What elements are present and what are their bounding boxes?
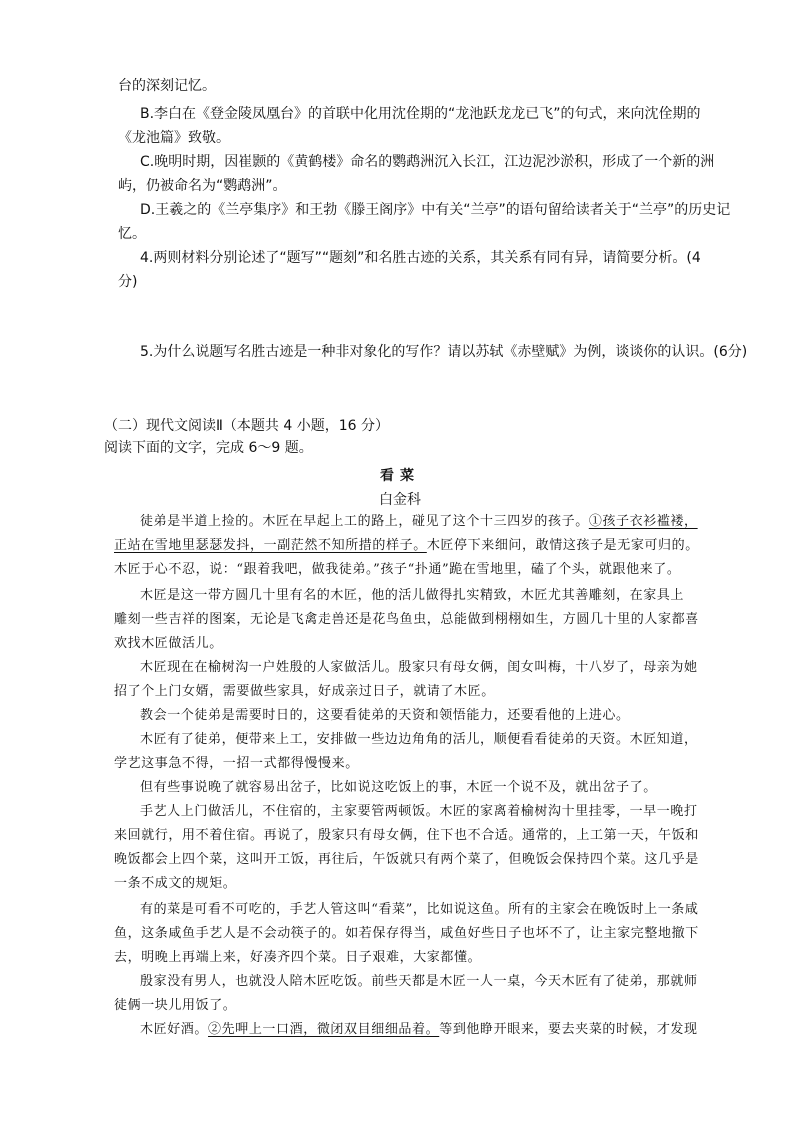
question-5: 5.为什么说题写名胜古迹是一种非对象化的写作？请以苏轼《赤壁赋》为例，谈谈你的认识。(6分)	[140, 344, 748, 360]
passage-line: 招了个上门女婿，需要做些家具，好成亲过日子，就请了木匠。	[114, 684, 495, 699]
passage-line: 来回就行，用不着住宿。再说了，殷家只有母女俩，住下也不合适。通常的，上工第一天，午饭和	[114, 828, 699, 843]
passage-author: 白金科	[379, 492, 421, 508]
passage-text: 木匠停下来细问，敢情这孩子是无家可归的。	[426, 538, 699, 553]
option-c-line1: C.晚明时期，因崔颢的《黄鹤楼》命名的鹦鹉洲沉入长江，江边泥沙淤积，形成了一个新的洲	[140, 154, 715, 170]
option-a-tail: 台的深刻记忆。	[118, 78, 216, 94]
underlined-sentence-1-cont: 正站在雪地里瑟瑟发抖，一副茫然不知所措的样子。	[114, 538, 427, 553]
passage-line: 木匠有了徒弟，便带来上工，安排做一些边边角角的活儿，顺便看看徒弟的天资。木匠知道，	[140, 732, 698, 747]
passage-line: 殷家没有男人，也就没人陪木匠吃饭。前些天都是木匠一人一桌，今天木匠有了徒弟，那就师	[140, 974, 698, 989]
passage-line: 雕刻一些吉祥的图案，无论是飞禽走兽还是花鸟鱼虫，总能做到栩栩如生，方圆几十里的人家都喜	[114, 612, 699, 627]
option-b-line1: B.李白在《登金陵凤凰台》的首联中化用沈佺期的“龙池跃龙龙已飞”的句式，来向沈佺期的	[140, 106, 701, 122]
option-d-line2: 忆。	[118, 226, 146, 242]
passage-line: 木匠是这一带方圆几十里有名的木匠，他的活儿做得扎实精致，木匠尤其善雕刻，在家具上	[140, 588, 685, 603]
option-b-line2: 《龙池篇》致敬。	[118, 130, 230, 146]
passage-line: 一条不成文的规矩。	[114, 876, 237, 891]
passage-line: 木匠现在在榆树沟一户姓殷的人家做活儿。殷家只有母女俩，闺女叫梅，十八岁了，母亲为她	[140, 660, 698, 675]
passage-line: 教会一个徒弟是需要时日的，这要看徒弟的天资和领悟能力，还要看他的上进心。	[140, 708, 630, 723]
passage-line: 鱼，这条咸鱼手艺人是不会动筷子的。如若保存得当，咸鱼好些日子也坏不了，让主家完整地撤下	[114, 926, 699, 941]
passage-line: 晚饭都会上四个菜，这叫开工饭，再往后，午饭就只有两个菜了，但晚饭会保持四个菜。这几乎是	[114, 852, 699, 867]
passage-text: 木匠好酒。	[140, 1022, 209, 1037]
passage-line: 有的菜是可看不可吃的，手艺人管这叫“看菜”，比如说这鱼。所有的主家会在晚饭时上一条咸	[140, 902, 699, 917]
section-heading: （二）现代文阅读Ⅱ（本题共 4 小题，16 分）	[104, 418, 389, 434]
option-d-line1: D.王羲之的《兰亭集序》和王勃《滕王阁序》中有关“兰亭”的语句留给读者关于“兰亭”的历史记	[140, 202, 731, 218]
passage-line: 木匠于心不忍，说：“跟着我吧，做我徒弟。”孩子“扑通”跪在雪地里，磕了个头，就跟他来了。	[114, 562, 681, 577]
underlined-sentence-2: ②先呷上一口酒，微闭双目细细品着。	[208, 1022, 440, 1037]
question-4-line2: 分)	[118, 274, 138, 290]
passage-text: 等到他睁开眼来，要去夹菜的时候，才发现	[439, 1022, 698, 1037]
passage-line: 欢找木匠做活儿。	[114, 636, 223, 651]
passage-line: 但有些事说晚了就容易出岔子，比如说这吃饭上的事，木匠一个说不及，就出岔子了。	[140, 780, 657, 795]
underlined-sentence-1: ①孩子衣衫褴褛，	[588, 514, 698, 529]
passage-line: 学艺这事急不得，一招一式都得慢慢来。	[114, 756, 359, 771]
passage-line	[140, 510, 760, 534]
passage-line: 去，明晚上再端上来，好凑齐四个菜。日子艰难，大家都懂。	[114, 950, 482, 965]
section-instruction: 阅读下面的文字，完成 6～9 题。	[104, 440, 313, 456]
passage-line	[114, 534, 734, 558]
passage-line: 徒俩一块儿用饭了。	[114, 998, 237, 1013]
passage-line	[140, 1018, 760, 1042]
passage-title: 看菜	[380, 468, 420, 484]
passage-text: 徒弟是半道上捡的。木匠在早起上工的路上，碰见了这个十三四岁的孩子。	[140, 514, 589, 529]
passage-line: 手艺人上门做活儿，不住宿的，主家要管两顿饭。木匠的家离着榆树沟十里挂零，一早一晚打	[140, 804, 698, 819]
question-4-line1: 4.两则材料分别论述了“题写”“题刻”和名胜古迹的关系，其关系有同有异，请简要分析。(4	[140, 250, 701, 266]
option-c-line2: 屿，仍被命名为“鹦鹉洲”。	[118, 178, 287, 194]
